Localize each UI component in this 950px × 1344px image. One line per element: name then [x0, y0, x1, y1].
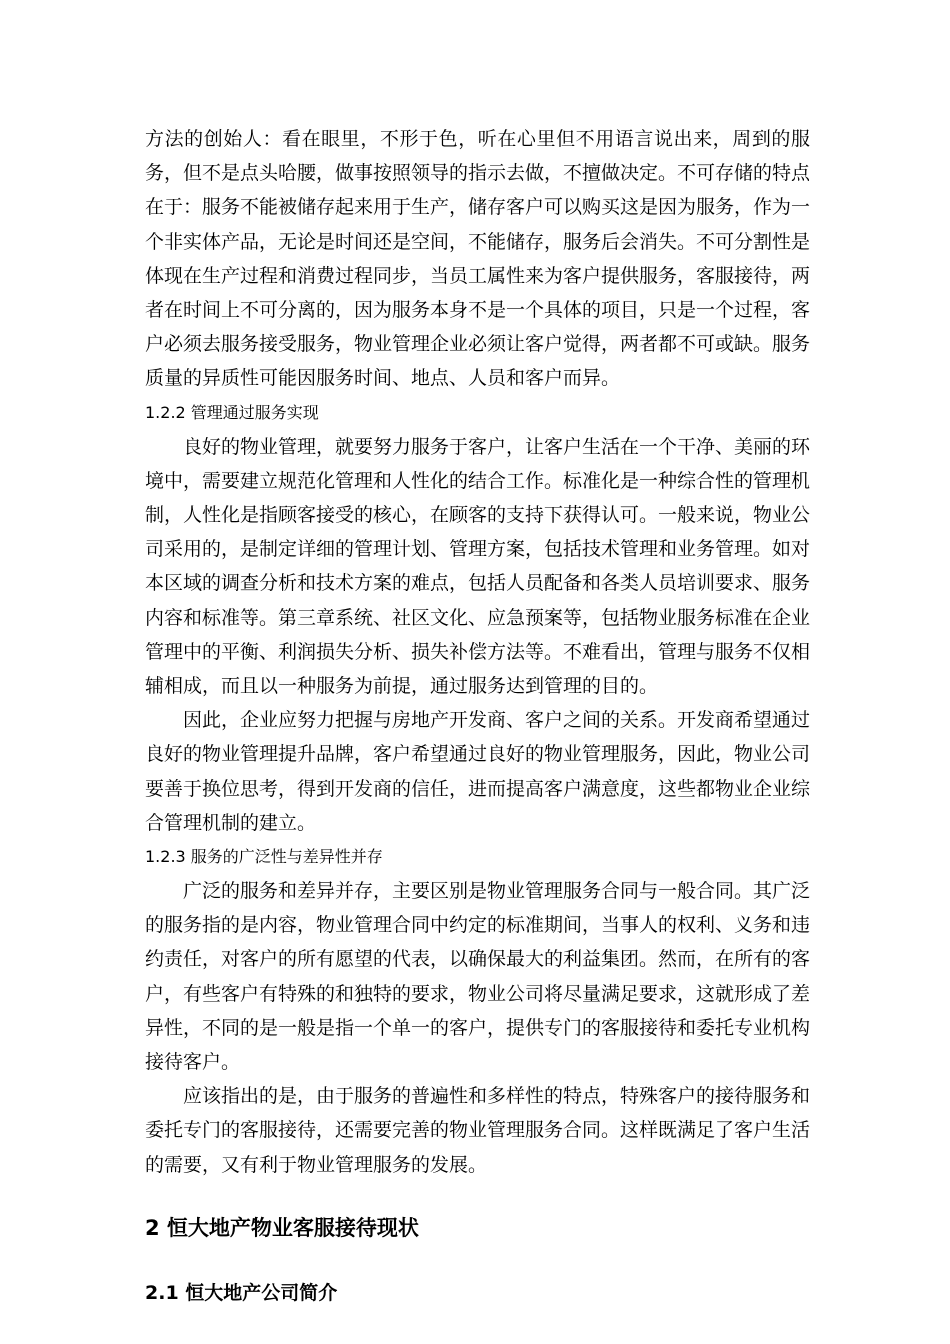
- paragraph: 良好的物业管理，就要努力服务于客户，让客户生活在一个干净、美丽的环境中，需要建立规范化管理和人性化的结合工作。标准化是一种综合性的管理机制，人性化是指顾客接受的核心，在顾客的支持下获得认可。一般来说，物业公司采用的，是制定详细的管理计划、管理方案，包括技术管理和业务管理。如对本区域的调查分析和技术方案的难点，包括人员配备和各类人员培训要求、服务内容和标准等。第三章系统、社区文化、应急预案等，包括物业服务标准在企业管理中的平衡、利润损失分析、损失补偿方法等。不难看出，管理与服务不仅相辅相成，而且以一种服务为前提，通过服务达到管理的目的。: [145, 435, 811, 698]
- document-body: [145, 122, 810, 1312]
- section-heading-1-2-3: 1.2.3 服务的广泛性与差异性并存: [145, 847, 383, 867]
- section-heading-1-2-2: 1.2.2 管理通过服务实现: [145, 402, 319, 422]
- section-heading-2-1: 2.1 恒大地产公司简介: [145, 1281, 338, 1304]
- paragraph: 因此，企业应努力把握与房地产开发商、客户之间的关系。开发商希望通过良好的物业管理提升品牌，客户希望通过良好的物业管理服务，因此，物业公司要善于换位思考，得到开发商的信任，进而提高客户满意度，这些都物业企业综合管理机制的建立。: [145, 709, 811, 834]
- paragraph: 广泛的服务和差异并存，主要区别是物业管理服务合同与一般合同。其广泛的服务指的是内容，物业管理合同中约定的标准期间，当事人的权利、义务和违约责任，对客户的所有愿望的代表，以确保最大的利益集团。然而，在所有的客户，有些客户有特殊的和独特的要求，物业公司将尽量满足要求，这就形成了差异性，不同的是一般是指一个单一的客户，提供专门的客服接待和委托专业机构接待客户。: [145, 880, 811, 1074]
- paragraph: 应该指出的是，由于服务的普遍性和多样性的特点，特殊客户的接待服务和委托专门的客服接待，还需要完善的物业管理服务合同。这样既满足了客户生活的需要，又有利于物业管理服务的发展。: [145, 1085, 811, 1176]
- paragraph-continued: 方法的创始人：看在眼里，不形于色，听在心里但不用语言说出来，周到的服务，但不是点头哈腰，做事按照领导的指示去做，不擅做决定。不可存储的特点在于：服务不能被储存起来用于生产，储存客户可以购买这是因为服务，作为一个非实体产品，无论是时间还是空间，不能储存，服务后会消失。不可分割性是体现在生产过程和消费过程同步，当员工属性来为客户提供服务，客服接待，两者在时间上不可分离的，因为服务本身不是一个具体的项目，只是一个过程，客户必须去服务接受服务，物业管理企业必须让客户觉得，两者都不可或缺。服务质量的异质性可能因服务时间、地点、人员和客户而异。: [145, 128, 811, 390]
- chapter-heading-2: 2 恒大地产物业客服接待现状: [145, 1215, 419, 1240]
